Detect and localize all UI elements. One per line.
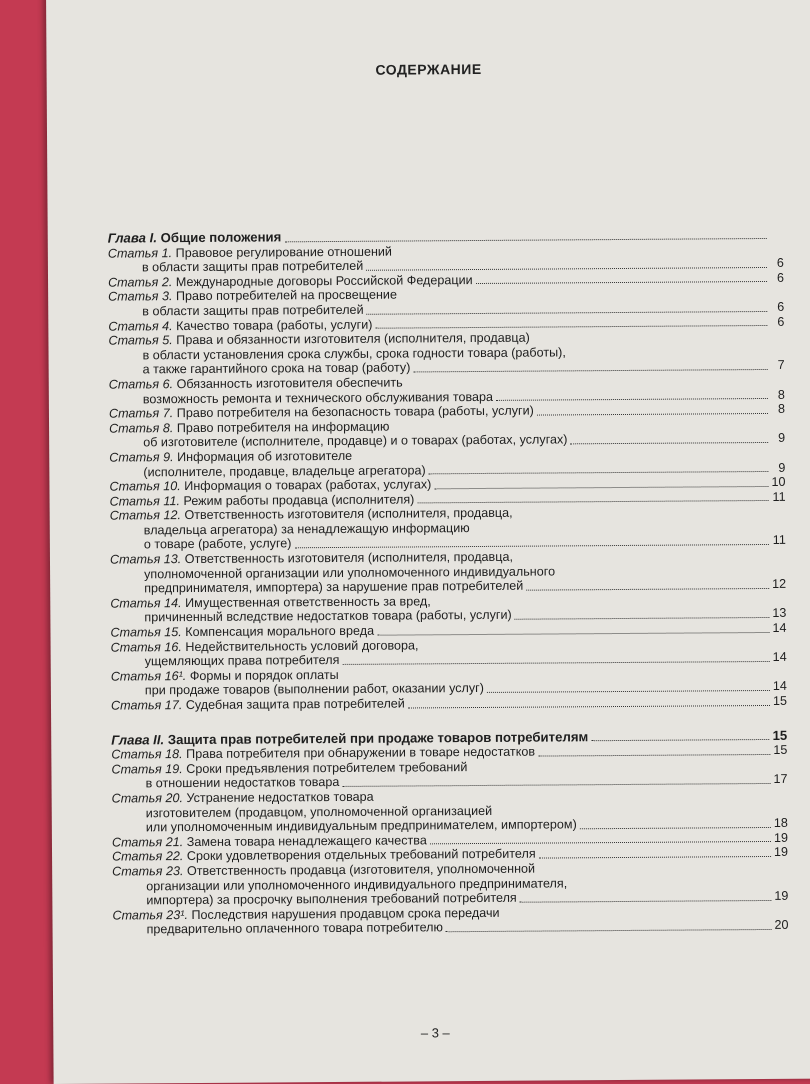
page-ref: 20 — [774, 918, 788, 933]
page-ref: 19 — [774, 845, 788, 860]
entry-text: Статья 16¹. Формы и порядок оплаты — [111, 668, 339, 684]
entry-text: Статья 7. Право потребителя на безопасность товара (работы, услуги) — [109, 404, 534, 422]
entry-text: Статья 3. Право потребителей на просвещение — [108, 288, 397, 305]
entry-text: Статья 16. Недействительность условий договора, — [111, 638, 419, 655]
dot-leader — [434, 485, 768, 489]
article-label: Статья 9. — [109, 450, 173, 464]
entry-text: в области защиты прав потребителей — [142, 303, 363, 319]
entry-text: в области защиты прав потребителей — [142, 259, 363, 275]
page-title: СОДЕРЖАНИЕ — [47, 59, 810, 80]
entry-text: Статья 14. Имущественная ответственность за вред, — [110, 594, 431, 611]
page-ref: 6 — [770, 256, 784, 271]
article-label: Статья 5. — [108, 333, 172, 347]
entry-text: Статья 15. Компенсация морального вреда — [110, 624, 374, 640]
page-ref: 12 — [772, 577, 786, 592]
dot-leader — [570, 441, 768, 444]
dot-leader — [377, 631, 769, 636]
entry-text: Статья 13. Ответственность изготовителя (исполнителя, продавца, — [110, 550, 513, 567]
page-ref: 14 — [773, 650, 787, 665]
article-label: Статья 4. — [108, 319, 172, 333]
entry-text: причиненный вследствие недостатков товара (работы, услуги) — [144, 608, 511, 625]
dot-leader — [342, 660, 769, 665]
article-label: Статья 8. — [109, 421, 173, 435]
page-ref: 6 — [770, 271, 784, 286]
dot-leader — [413, 368, 767, 372]
entry-text: Статья 9. Информация об изготовителе — [109, 449, 352, 465]
dot-leader — [520, 899, 772, 903]
entry-text: о товаре (работе, услуге) — [144, 537, 292, 553]
article-label: Статья 21. — [112, 835, 183, 849]
dot-leader — [375, 324, 767, 329]
page-ref: 13 — [772, 606, 786, 621]
article-label: Статья 23¹. — [112, 908, 188, 923]
page-ref: 9 — [771, 460, 785, 475]
dot-leader — [515, 616, 770, 620]
entry-text: ущемляющих права потребителя — [145, 653, 340, 669]
page-ref: 18 — [774, 816, 788, 831]
dot-leader — [591, 738, 769, 741]
article-label: Статья 15. — [110, 625, 181, 639]
article-label: Статья 2. — [108, 275, 172, 289]
chapter-label: Глава II. — [111, 732, 164, 747]
page-ref: 11 — [772, 533, 786, 548]
chapter-title: Глава I. Общие положения — [108, 230, 282, 246]
article-label: Статья 13. — [110, 552, 181, 566]
entry-text: Статья 10. Информация о товарах (работах, услугах) — [109, 477, 431, 494]
dot-leader — [429, 470, 769, 474]
article-label: Статья 17. — [111, 698, 182, 712]
entry-text: при продаже товаров (выполнении работ, оказании услуг) — [145, 681, 484, 698]
page-ref: 8 — [771, 402, 785, 417]
dot-leader — [446, 928, 772, 932]
entry-text: изготовителем (продавцом, уполномоченной организацией — [146, 803, 492, 820]
page-ref: 9 — [771, 431, 785, 446]
entry-text: Статья 11. Режим работы продавца (исполнителя) — [110, 492, 415, 509]
dot-leader — [476, 280, 767, 284]
chapter-label: Глава I. — [108, 230, 157, 245]
dot-leader — [496, 397, 768, 401]
article-label: Статья 16. — [111, 640, 182, 654]
entry-text: предварительно оплаченного товара потребителю — [147, 921, 444, 938]
entry-text: в отношении недостатков товара — [145, 775, 339, 791]
article-label: Статья 7. — [109, 406, 173, 420]
dot-leader — [408, 704, 770, 709]
article-label: Статья 1. — [108, 246, 172, 260]
entry-text: Статья 12. Ответственность изготовителя (исполнителя, продавца, — [110, 506, 513, 523]
page-ref: 15 — [773, 694, 787, 709]
page-ref: 10 — [771, 475, 785, 490]
article-label: Статья 23. — [112, 864, 183, 878]
entry-text: или уполномоченным индивидуальным предпринимателем, импортером) — [146, 817, 577, 835]
dot-leader — [580, 826, 771, 829]
article-label: Статья 10. — [109, 479, 180, 493]
page-ref: 15 — [773, 743, 787, 758]
article-label: Статья 12. — [110, 508, 181, 522]
entry-text: Статья 19. Сроки предъявления потребителем требований — [111, 760, 467, 777]
entry-text: в области установления срока службы, срока годности товара (работы), — [143, 345, 566, 363]
page-number: – 3 – — [53, 1023, 810, 1043]
article-label: Статья 6. — [109, 377, 173, 391]
article-label: Статья 18. — [111, 747, 182, 761]
chapter-title: Глава II. Защита прав потребителей при продаже товаров потребителям — [111, 730, 588, 748]
entry-text: Статья 20. Устранение недостатков товара — [112, 790, 374, 806]
article-label: Статья 19. — [111, 762, 182, 776]
entry-text: уполномоченной организации или уполномоченного индивидуального — [144, 564, 555, 581]
page-ref: 19 — [774, 831, 788, 846]
entry-text: Статья 22. Сроки удовлетворения отдельных требований потребителя — [112, 847, 536, 865]
entry-text: предпринимателя, импортера) за нарушение прав потребителей — [144, 579, 523, 596]
entry-text: Статья 4. Качество товара (работы, услуги) — [108, 317, 372, 333]
dot-leader — [366, 266, 767, 271]
entry-text: Статья 6. Обязанность изготовителя обеспечить — [109, 375, 403, 392]
page-ref: 17 — [773, 772, 787, 787]
dot-leader — [526, 587, 769, 591]
entry-text: Статья 23. Ответственность продавца (изготовителя, уполномоченной — [112, 862, 535, 880]
entry-text: об изготовителе (исполнителе, продавце) и о товарах (работах, услугах) — [143, 433, 567, 451]
dot-leader — [487, 689, 770, 693]
page-ref: 7 — [771, 358, 785, 373]
article-label: Статья 14. — [110, 596, 181, 610]
article-label: Статья 22. — [112, 849, 183, 863]
entry-text: Статья 23¹. Последствия нарушения продавцом срока передачи — [112, 906, 499, 923]
entry-text: Статья 2. Международные договоры Российской Федерации — [108, 273, 473, 290]
page-ref: 11 — [772, 490, 786, 505]
entry-text: возможность ремонта и технического обслуживания товара — [143, 389, 493, 406]
page-ref: 19 — [774, 889, 788, 904]
article-label: Статья 11. — [110, 494, 180, 508]
entry-text: Статья 1. Правовое регулирование отношений — [108, 244, 392, 261]
page-ref: 14 — [773, 679, 787, 694]
article-label: Статья 3. — [108, 289, 172, 303]
entry-text: владельца агрегатора) за ненадлежащую информацию — [144, 521, 470, 538]
article-label: Статья 16¹. — [111, 669, 187, 684]
table-of-contents — [108, 227, 789, 938]
dot-leader — [430, 840, 771, 844]
dot-leader — [538, 753, 770, 757]
dot-leader — [342, 782, 770, 787]
entry-text: а также гарантийного срока на товар (работу) — [143, 361, 411, 377]
page-ref: 6 — [770, 300, 784, 315]
article-label: Статья 20. — [112, 791, 183, 805]
dot-leader — [537, 412, 768, 416]
entry-text: Статья 17. Судебная защита прав потребителей — [111, 697, 405, 714]
entry-text: организации или уполномоченного индивидуального предпринимателя, — [146, 876, 567, 894]
page-ref: 8 — [771, 387, 785, 402]
booklet-page — [46, 0, 810, 1084]
dot-leader — [539, 855, 771, 859]
entry-text: Статья 8. Право потребителя на информацию — [109, 419, 389, 436]
page-ref: 15 — [773, 728, 788, 743]
entry-text: Статья 5. Права и обязанности изготовителя (исполнителя, продавца) — [108, 331, 529, 349]
page-ref: 6 — [770, 314, 784, 329]
entry-text: (исполнителе, продавце, владельце агрегатора) — [143, 463, 425, 480]
entry-text: Статья 18. Права потребителя при обнаружении в товаре недостатков — [111, 745, 535, 763]
entry-text: Статья 21. Замена товара ненадлежащего качества — [112, 833, 427, 850]
entry-text: импортера) за просрочку выполнения требований потребителя — [146, 891, 516, 908]
dot-leader — [367, 310, 768, 315]
page-ref: 14 — [772, 621, 786, 636]
dot-leader — [417, 499, 768, 503]
